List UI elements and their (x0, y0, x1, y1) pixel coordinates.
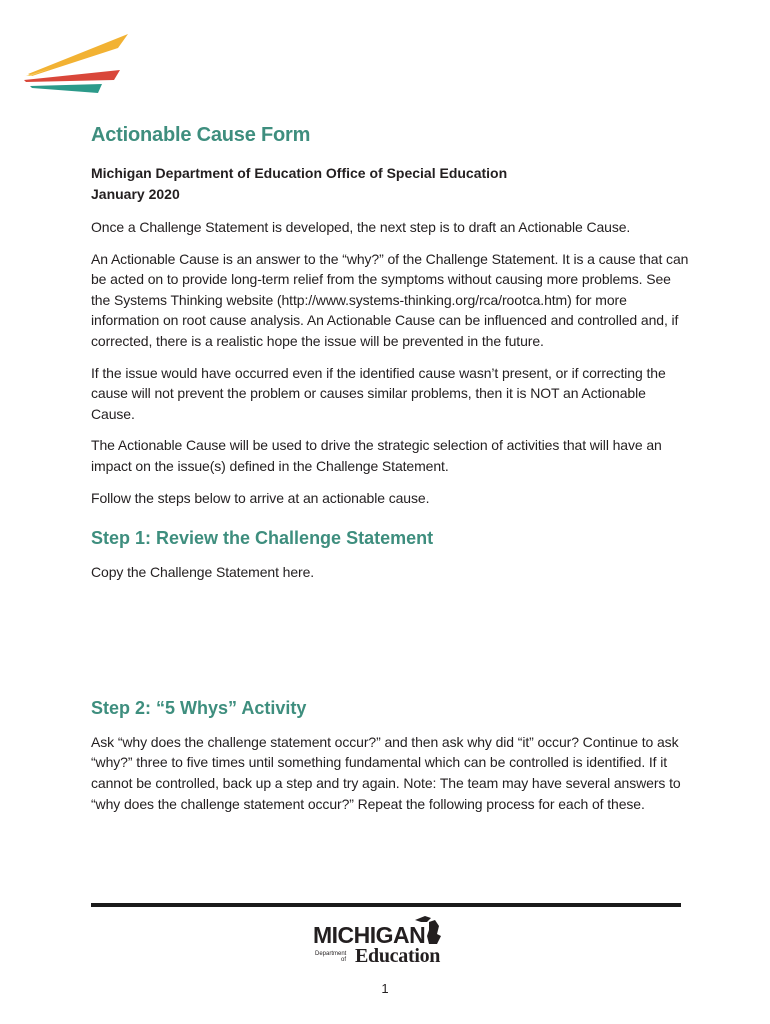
logo-department-text: Department of (315, 951, 347, 963)
intro-paragraph: An Actionable Cause is an answer to the “why?” of the Challenge Statement. It is a cause that can be acted on to provide long-term relief from the symptoms without causing more problems. See the Systems Thinking website (http://www.systems-thinking.org/rca/rootca.htm) for more information on root cause analysis. An Actionable Cause can be influenced and controlled and, if corrected, there is a realistic hope the issue will be prevented in the future. (91, 250, 689, 349)
organization-name: Michigan Department of Education Office of Special Education (91, 165, 508, 181)
page-title: Actionable Cause Form (91, 124, 311, 146)
mde-swoosh-logo (22, 30, 132, 96)
document-date: January 2020 (91, 186, 180, 202)
footer-divider (91, 903, 681, 907)
challenge-statement-space[interactable] (91, 594, 691, 678)
intro-paragraph: The Actionable Cause will be used to drive the strategic selection of activities that will have an impact on the issue(s) defined in the Challenge Statement. (91, 437, 662, 474)
page-number: 1 (381, 981, 389, 996)
logo-education-text: Education (355, 945, 441, 967)
intro-paragraph: Once a Challenge Statement is developed, the next step is to draft an Actionable Cause. (91, 219, 631, 235)
step2-heading: Step 2: “5 Whys” Activity (91, 697, 307, 718)
intro-paragraph: Follow the steps below to arrive at an actionable cause. (91, 489, 430, 506)
intro-paragraph: If the issue would have occurred even if the identified cause wasn’t present, or if correcting the cause will not prevent the problem or causes similar problems, then it is NOT an Actionable Cause. (91, 364, 666, 422)
step1-heading: Step 1: Review the Challenge Statement (91, 528, 434, 549)
document-body (91, 124, 691, 825)
step1-instruction: Copy the Challenge Statement here. (91, 564, 315, 581)
step2-instruction: Ask “why does the challenge statement occur?” and then ask why did “it” occur? Continue to ask “why?” three to five times until something fundamental which can be controlled is identified. If it cannot be controlled, back up a step and try again. Note: The team may have several answers to “why does the challenge statement occur?” Repeat the following process for each of these. (91, 733, 681, 812)
logo-michigan-text: MICHIGAN (313, 922, 426, 948)
michigan-education-logo (313, 912, 458, 972)
michigan-state-icon (411, 914, 447, 946)
